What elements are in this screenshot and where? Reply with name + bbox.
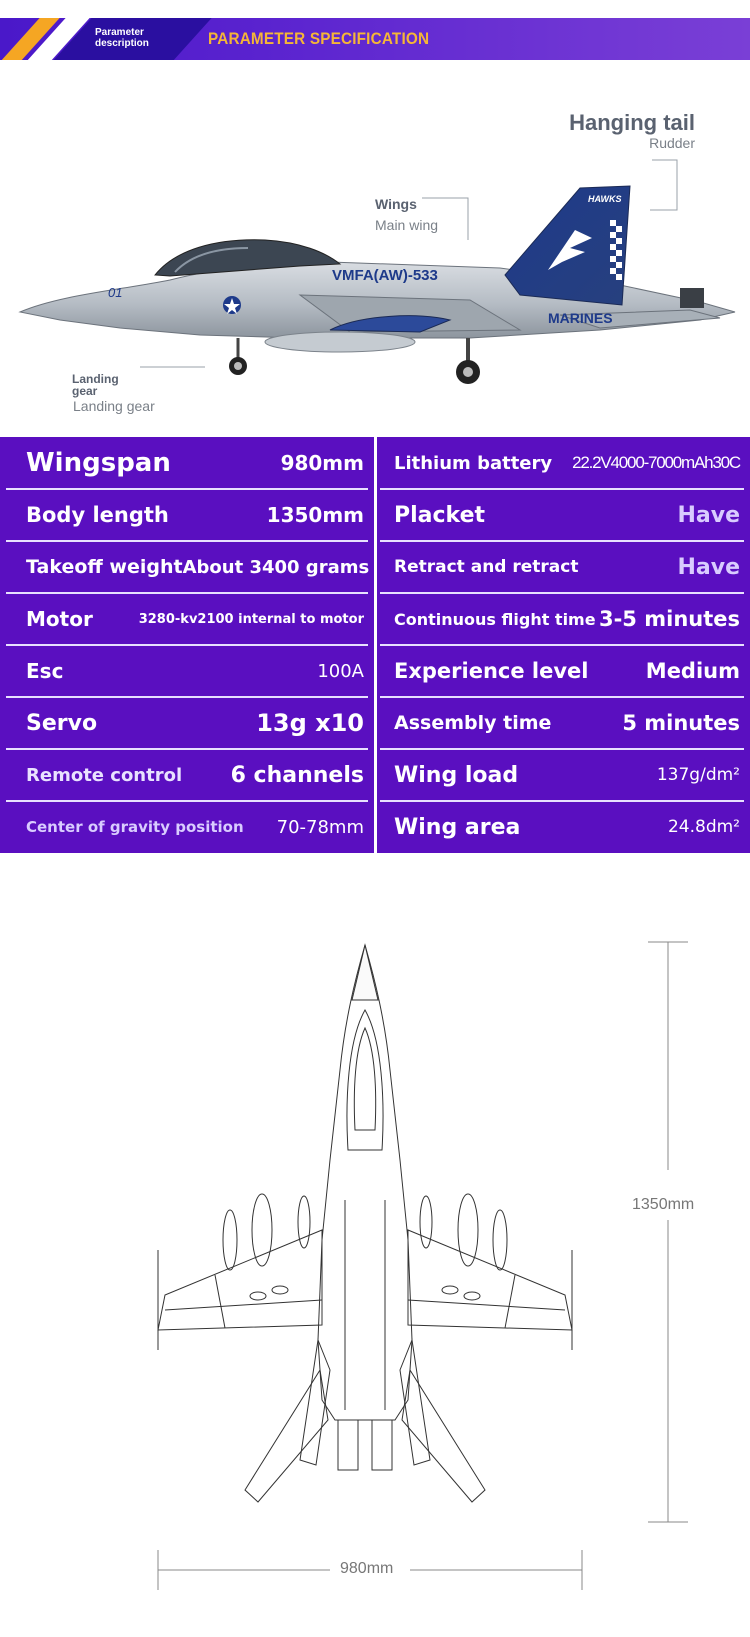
livery-squadron-text: VMFA(AW)-533 <box>332 267 438 284</box>
spec-value: Medium <box>645 659 740 683</box>
top-fuselage <box>318 945 412 1420</box>
top-right-stabilizer <box>402 1370 485 1502</box>
label-landing-gear: Landing gear <box>73 398 155 414</box>
spec-cell-right <box>394 697 740 749</box>
spec-label: Center of gravity position <box>26 818 244 836</box>
banner-subtitle <box>95 27 149 49</box>
livery-marines-text: MARINES <box>548 310 613 326</box>
top-right-wing <box>408 1230 572 1330</box>
spec-label: Experience level <box>394 659 589 683</box>
banner-subtitle-line1: Parameter <box>95 27 144 38</box>
spec-cell-right <box>394 437 740 489</box>
spec-cell-left <box>26 645 364 697</box>
spec-label: Motor <box>26 607 93 631</box>
spec-cell-right <box>394 749 740 801</box>
aircraft-top-view <box>0 900 750 1633</box>
top-canopy <box>347 1010 383 1150</box>
spec-cell-right <box>394 593 740 645</box>
spec-cell-left <box>26 489 364 541</box>
width-dimension-label: 980mm <box>340 1560 394 1577</box>
spec-value: Have <box>677 502 740 528</box>
engine-nozzle <box>680 288 704 308</box>
spec-table <box>0 437 750 853</box>
spec-label: Wing load <box>394 762 519 788</box>
top-left-wing <box>158 1230 322 1330</box>
spec-value: 137g/dm² <box>656 765 740 785</box>
spec-cell-right <box>394 801 740 853</box>
header-banner <box>0 18 750 60</box>
spec-cell-right <box>394 489 740 541</box>
spec-value: About 3400 grams <box>182 556 370 578</box>
aircraft-side-view <box>0 80 750 420</box>
spec-label: Wing area <box>394 814 521 840</box>
spec-value: 70-78mm <box>276 816 364 838</box>
spec-cell-right <box>394 645 740 697</box>
spec-label: Assembly time <box>394 712 552 734</box>
spec-row <box>0 593 750 645</box>
spec-value: 22.2V4000-7000mAh30C <box>572 453 740 472</box>
spec-label: Placket <box>394 502 486 528</box>
spec-value: 24.8dm² <box>667 817 740 837</box>
spec-label: Continuous flight time <box>394 609 596 629</box>
spec-row <box>0 697 750 749</box>
spec-row <box>0 801 750 853</box>
spec-label: Wingspan <box>26 448 171 478</box>
spec-value: 3-5 minutes <box>598 607 740 631</box>
spec-row <box>0 489 750 541</box>
spec-cell-left <box>26 593 364 645</box>
spec-value: 6 channels <box>230 762 364 788</box>
tail-leader-line <box>650 160 677 210</box>
spec-label: Lithium battery <box>394 452 553 474</box>
spec-value: 1350mm <box>266 503 364 527</box>
spec-row <box>0 437 750 489</box>
spec-value: Have <box>677 554 740 580</box>
spec-value: 980mm <box>280 451 364 475</box>
spec-cell-left <box>26 437 364 489</box>
spec-label: Body length <box>26 503 169 527</box>
label-landing-gear-bold: Landing gear <box>72 372 119 398</box>
banner-subtitle-line2: description <box>95 38 149 49</box>
length-dimension-label: 1350mm <box>632 1196 695 1213</box>
spec-value: 100A <box>317 660 364 682</box>
spec-cell-left <box>26 541 370 593</box>
livery-hawks-text: HAWKS <box>588 194 622 204</box>
label-hanging-tail: Hanging tail <box>569 110 695 135</box>
spec-label: Servo <box>26 710 98 736</box>
spec-value: 5 minutes <box>622 711 740 735</box>
spec-value: 13g x10 <box>256 709 364 737</box>
spec-row <box>0 749 750 801</box>
dimension-lines <box>158 942 688 1590</box>
spec-label: Esc <box>26 659 64 683</box>
spec-cell-right <box>394 541 740 593</box>
banner-title: PARAMETER SPECIFICATION <box>208 29 430 48</box>
external-tank <box>265 332 415 352</box>
label-wings: Wings <box>375 196 417 212</box>
livery-number-text: 01 <box>108 285 123 300</box>
spec-cell-left <box>26 697 364 749</box>
spec-value: 3280-kv2100 internal to motor <box>138 611 364 627</box>
aircraft-top-illustration <box>0 900 750 1633</box>
spec-label: Retract and retract <box>394 557 579 577</box>
top-left-stabilizer <box>245 1370 328 1502</box>
label-rudder: Rudder <box>649 135 695 151</box>
spec-row <box>0 645 750 697</box>
label-main-wing: Main wing <box>375 217 439 233</box>
spec-label: Remote control <box>26 764 183 786</box>
spec-cell-left <box>26 749 364 801</box>
spec-row <box>0 541 750 593</box>
spec-cell-left <box>26 801 364 853</box>
spec-label: Takeoff weight <box>26 556 183 578</box>
